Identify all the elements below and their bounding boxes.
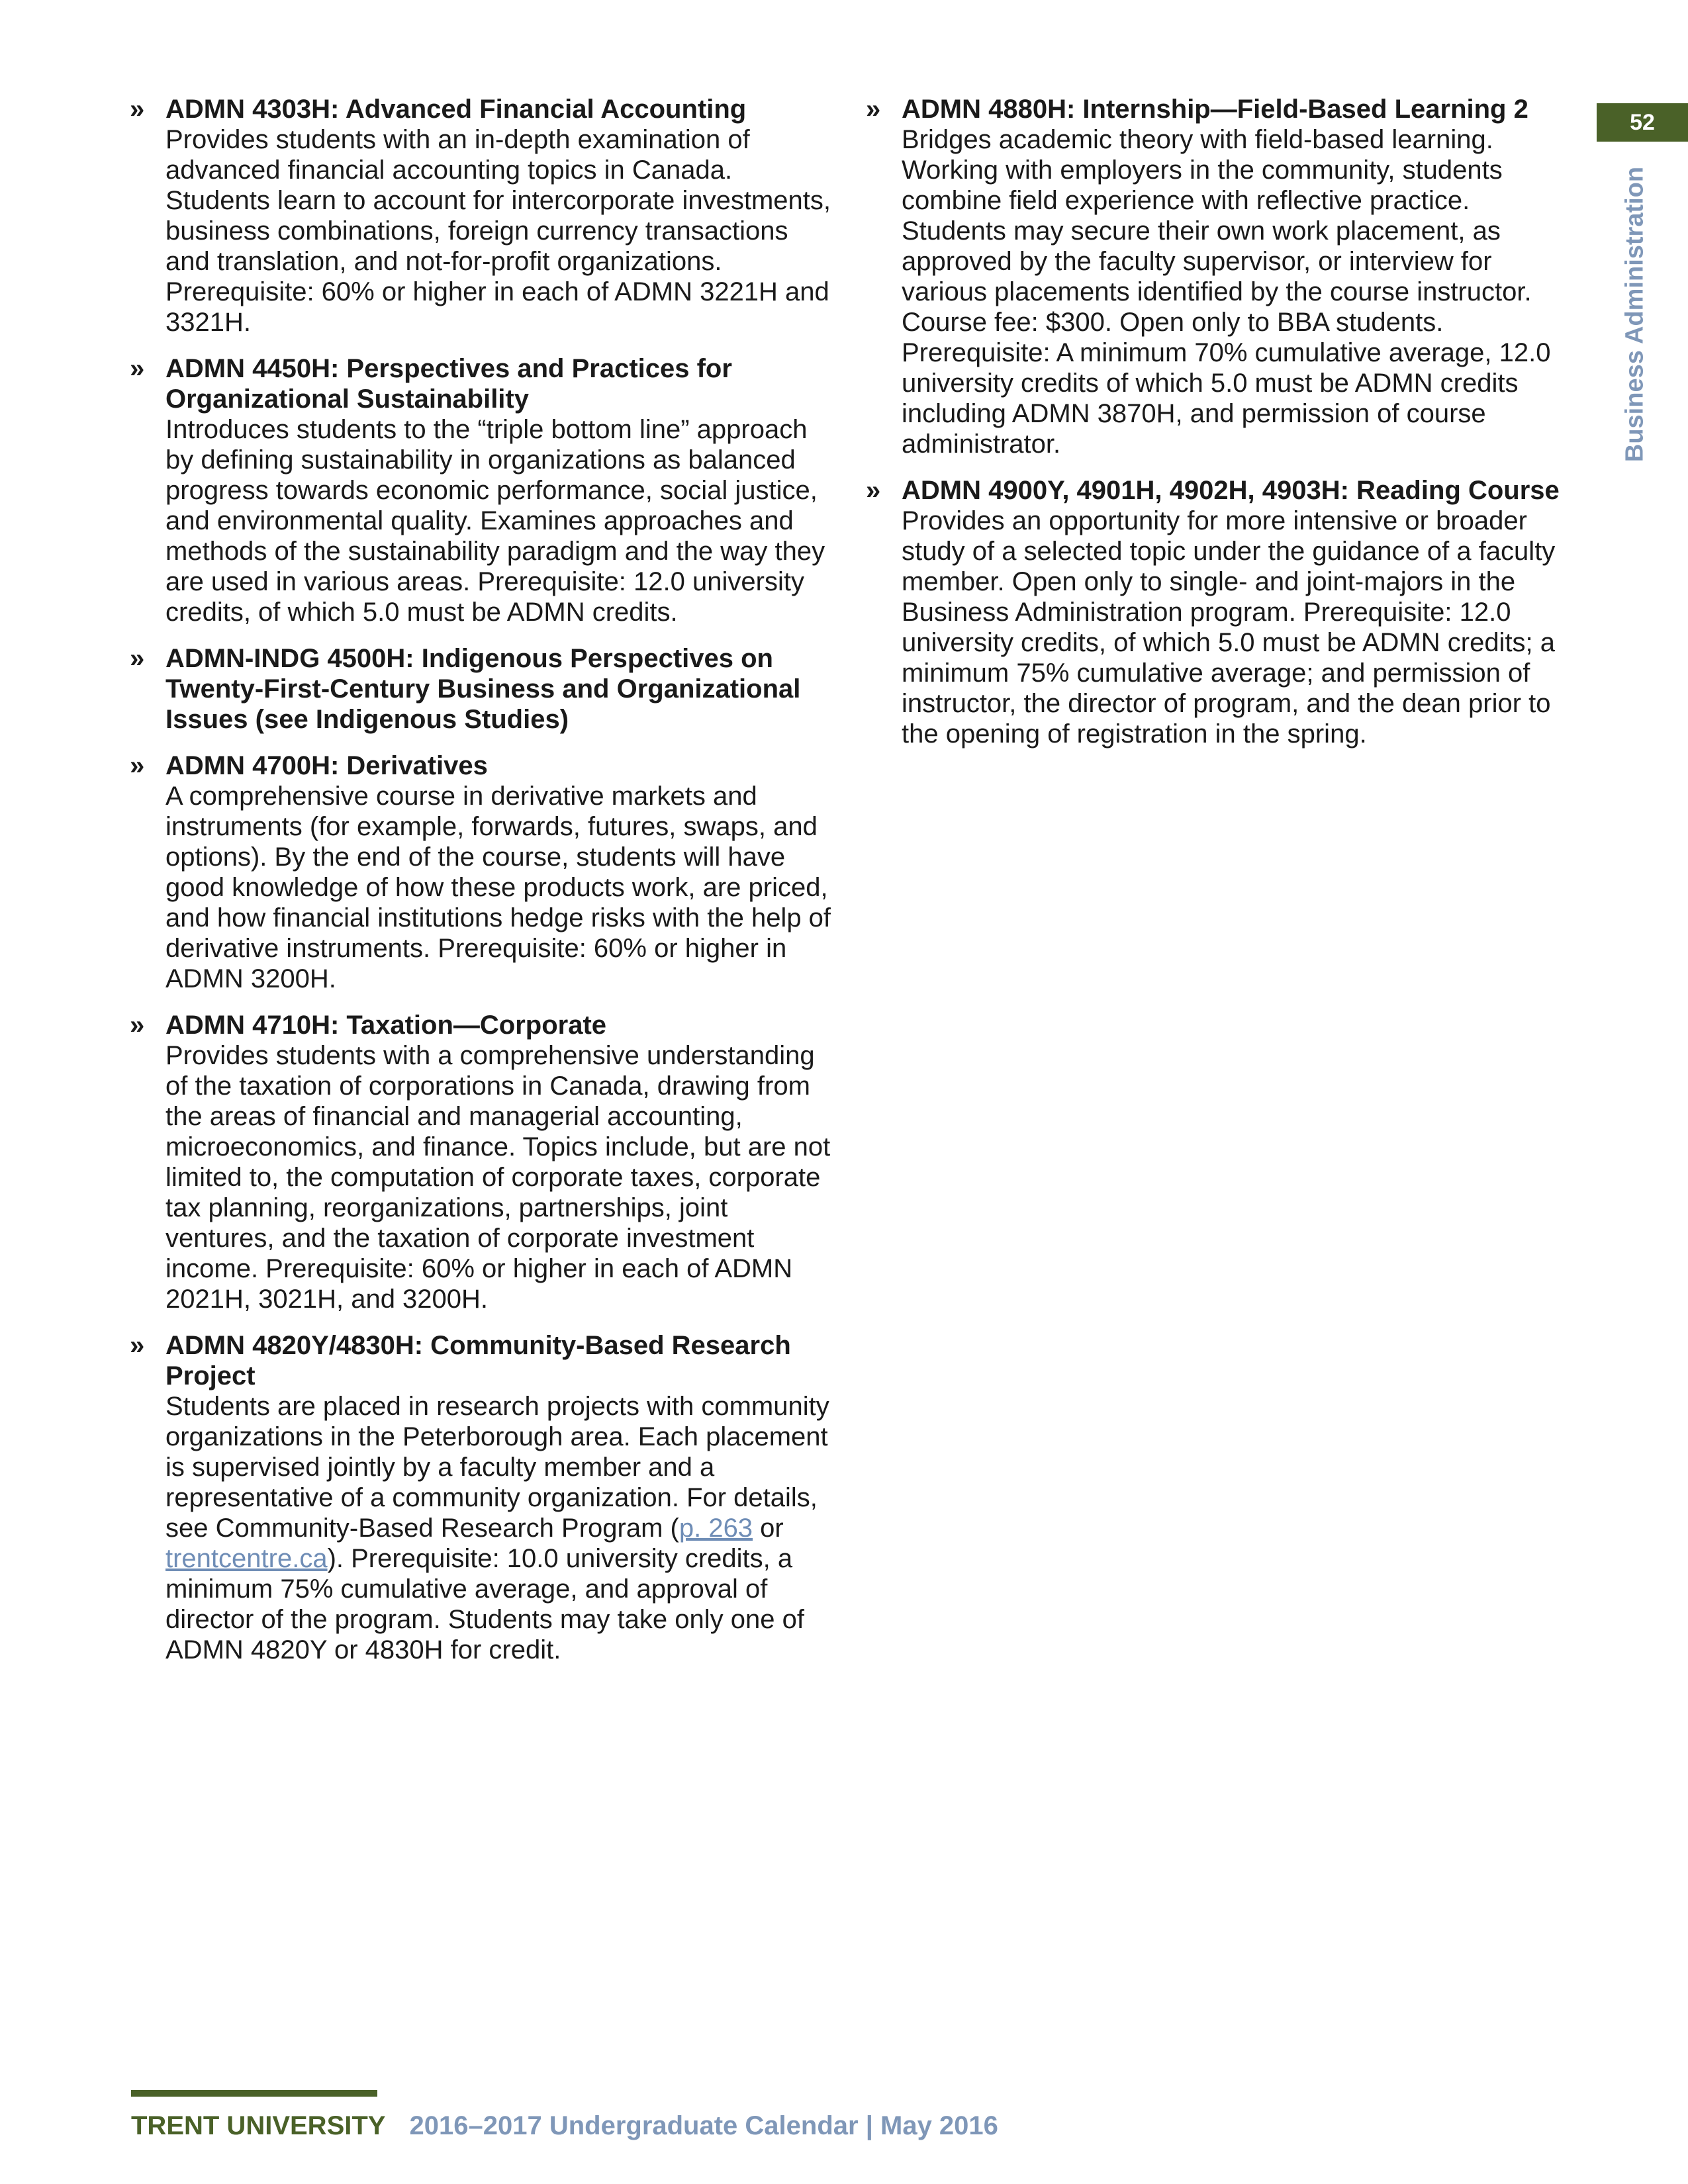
bullet-icon: » — [130, 644, 145, 673]
course-entry — [130, 751, 831, 994]
course-entry — [130, 1330, 831, 1665]
bullet-icon: » — [130, 1331, 145, 1360]
course-title: ADMN 4820Y/4830H: Community-Based Research Project — [165, 1331, 791, 1390]
course-entry — [866, 94, 1560, 459]
course-title: ADMN 4880H: Internship—Field-Based Learning 2 — [902, 95, 1528, 124]
bullet-icon: » — [130, 354, 145, 383]
course-description: Provides an opportunity for more intensive or broader study of a selected topic under the guidance of a faculty member. Open only to single- and joint-majors in the Business Administration program. Prerequisite: 12.0 university credits, of which 5.0 must be ADMN credits; a minimum 75% cumulative average; and permission of instructor, the director of program, and the dean prior to the opening of registration in the spring. — [902, 506, 1556, 749]
bullet-icon: » — [130, 751, 145, 780]
bullet-icon: » — [866, 95, 881, 124]
course-title: ADMN 4900Y, 4901H, 4902H, 4903H: Reading Course — [902, 476, 1560, 505]
course-description: A comprehensive course in derivative markets and instruments (for example, forwards, futures, swaps, and options). By the end of the course, students will have good knowledge of how these products work, are priced, and how financial institutions hedge risks with the help of derivative instruments. Prerequisite: 60% or higher in ADMN 3200H. — [165, 782, 831, 993]
course-title: ADMN 4700H: Derivatives — [165, 751, 488, 780]
right-column — [866, 94, 1560, 765]
course-description: Introduces students to the “triple bottom line” approach by defining sustainability in organizations as balanced progress towards economic performance, social justice, and environmental quality. Examines approaches and methods of the sustainability paradigm and the way they are used in various areas. Prerequisite: 12.0 university credits, of which 5.0 must be ADMN credits. — [165, 415, 825, 627]
course-title: ADMN 4303H: Advanced Financial Accounting — [165, 95, 747, 124]
course-entry — [130, 643, 831, 735]
course-description — [165, 1391, 831, 1665]
course-description: Bridges academic theory with field-based learning. Working with employers in the community, students combine field experience with reflective practice. Students may secure their own work placement, as approved by the faculty supervisor, or interview for various placements identified by the course instructor. Course fee: $300. Open only to BBA students. Prerequisite: A minimum 70% cumulative average, 12.0 university credits of which 5.0 must be ADMN credits including ADMN 3870H, and permission of course administrator. — [902, 125, 1551, 459]
footer-divider — [131, 2090, 377, 2097]
bullet-icon: » — [130, 1011, 145, 1040]
page-footer — [131, 2111, 998, 2141]
page-number-tab — [1597, 103, 1688, 142]
course-entry — [130, 353, 831, 627]
course-entry — [866, 475, 1560, 749]
course-entry — [130, 1010, 831, 1314]
course-description: Provides students with a comprehensive understanding of the taxation of corporations in Canada, drawing from the areas of financial and managerial accounting, microeconomics, and finance. Topics include, but are not limited to, the computation of corporate taxes, corporate tax planning, reorganizations, partnerships, joint ventures, and the taxation of corporate investment income. Prerequisite: 60% or higher in each of ADMN 2021H, 3021H, and 3200H. — [165, 1041, 831, 1314]
bullet-icon: » — [866, 476, 881, 505]
course-description: Provides students with an in-depth examination of advanced financial accounting topics in Canada. Students learn to account for intercorporate investments, business combinations, foreign currency transactions and translation, and not-for-profit organizations. Prerequisite: 60% or higher in each of ADMN 3221H and 3321H. — [165, 125, 831, 337]
section-label: Business Administration — [1620, 166, 1649, 463]
description-text: or — [753, 1514, 784, 1543]
footer-university: TRENT UNIVERSITY — [131, 2111, 386, 2140]
description-text: Students are placed in research projects with community organizations in the Peterborough area. Each placement is supervised jointly by a faculty member and a representative of a community organization. For details, see Community-Based Research Program ( — [165, 1392, 829, 1543]
left-column — [130, 94, 831, 1681]
bullet-icon: » — [130, 95, 145, 124]
description-text: ). Prerequisite: 10.0 university credits, a minimum 75% cumulative average, and approval of director of the program. Students may take only one of ADMN 4820Y or 4830H for credit. — [165, 1544, 804, 1664]
course-title: ADMN 4450H: Perspectives and Practices for Organizational Sustainability — [165, 354, 732, 414]
page-number: 52 — [1630, 109, 1655, 135]
course-title: ADMN 4710H: Taxation—Corporate — [165, 1011, 607, 1040]
page-reference-link[interactable]: p. 263 — [679, 1514, 753, 1543]
footer-calendar: 2016–2017 Undergraduate Calendar | May 2016 — [409, 2111, 998, 2140]
trentcentre-link[interactable]: trentcentre.ca — [165, 1544, 328, 1573]
course-title: ADMN-INDG 4500H: Indigenous Perspectives on Twenty-First-Century Business and Organizational Issues (see Indigenous Studies) — [165, 644, 801, 734]
course-entry — [130, 94, 831, 338]
